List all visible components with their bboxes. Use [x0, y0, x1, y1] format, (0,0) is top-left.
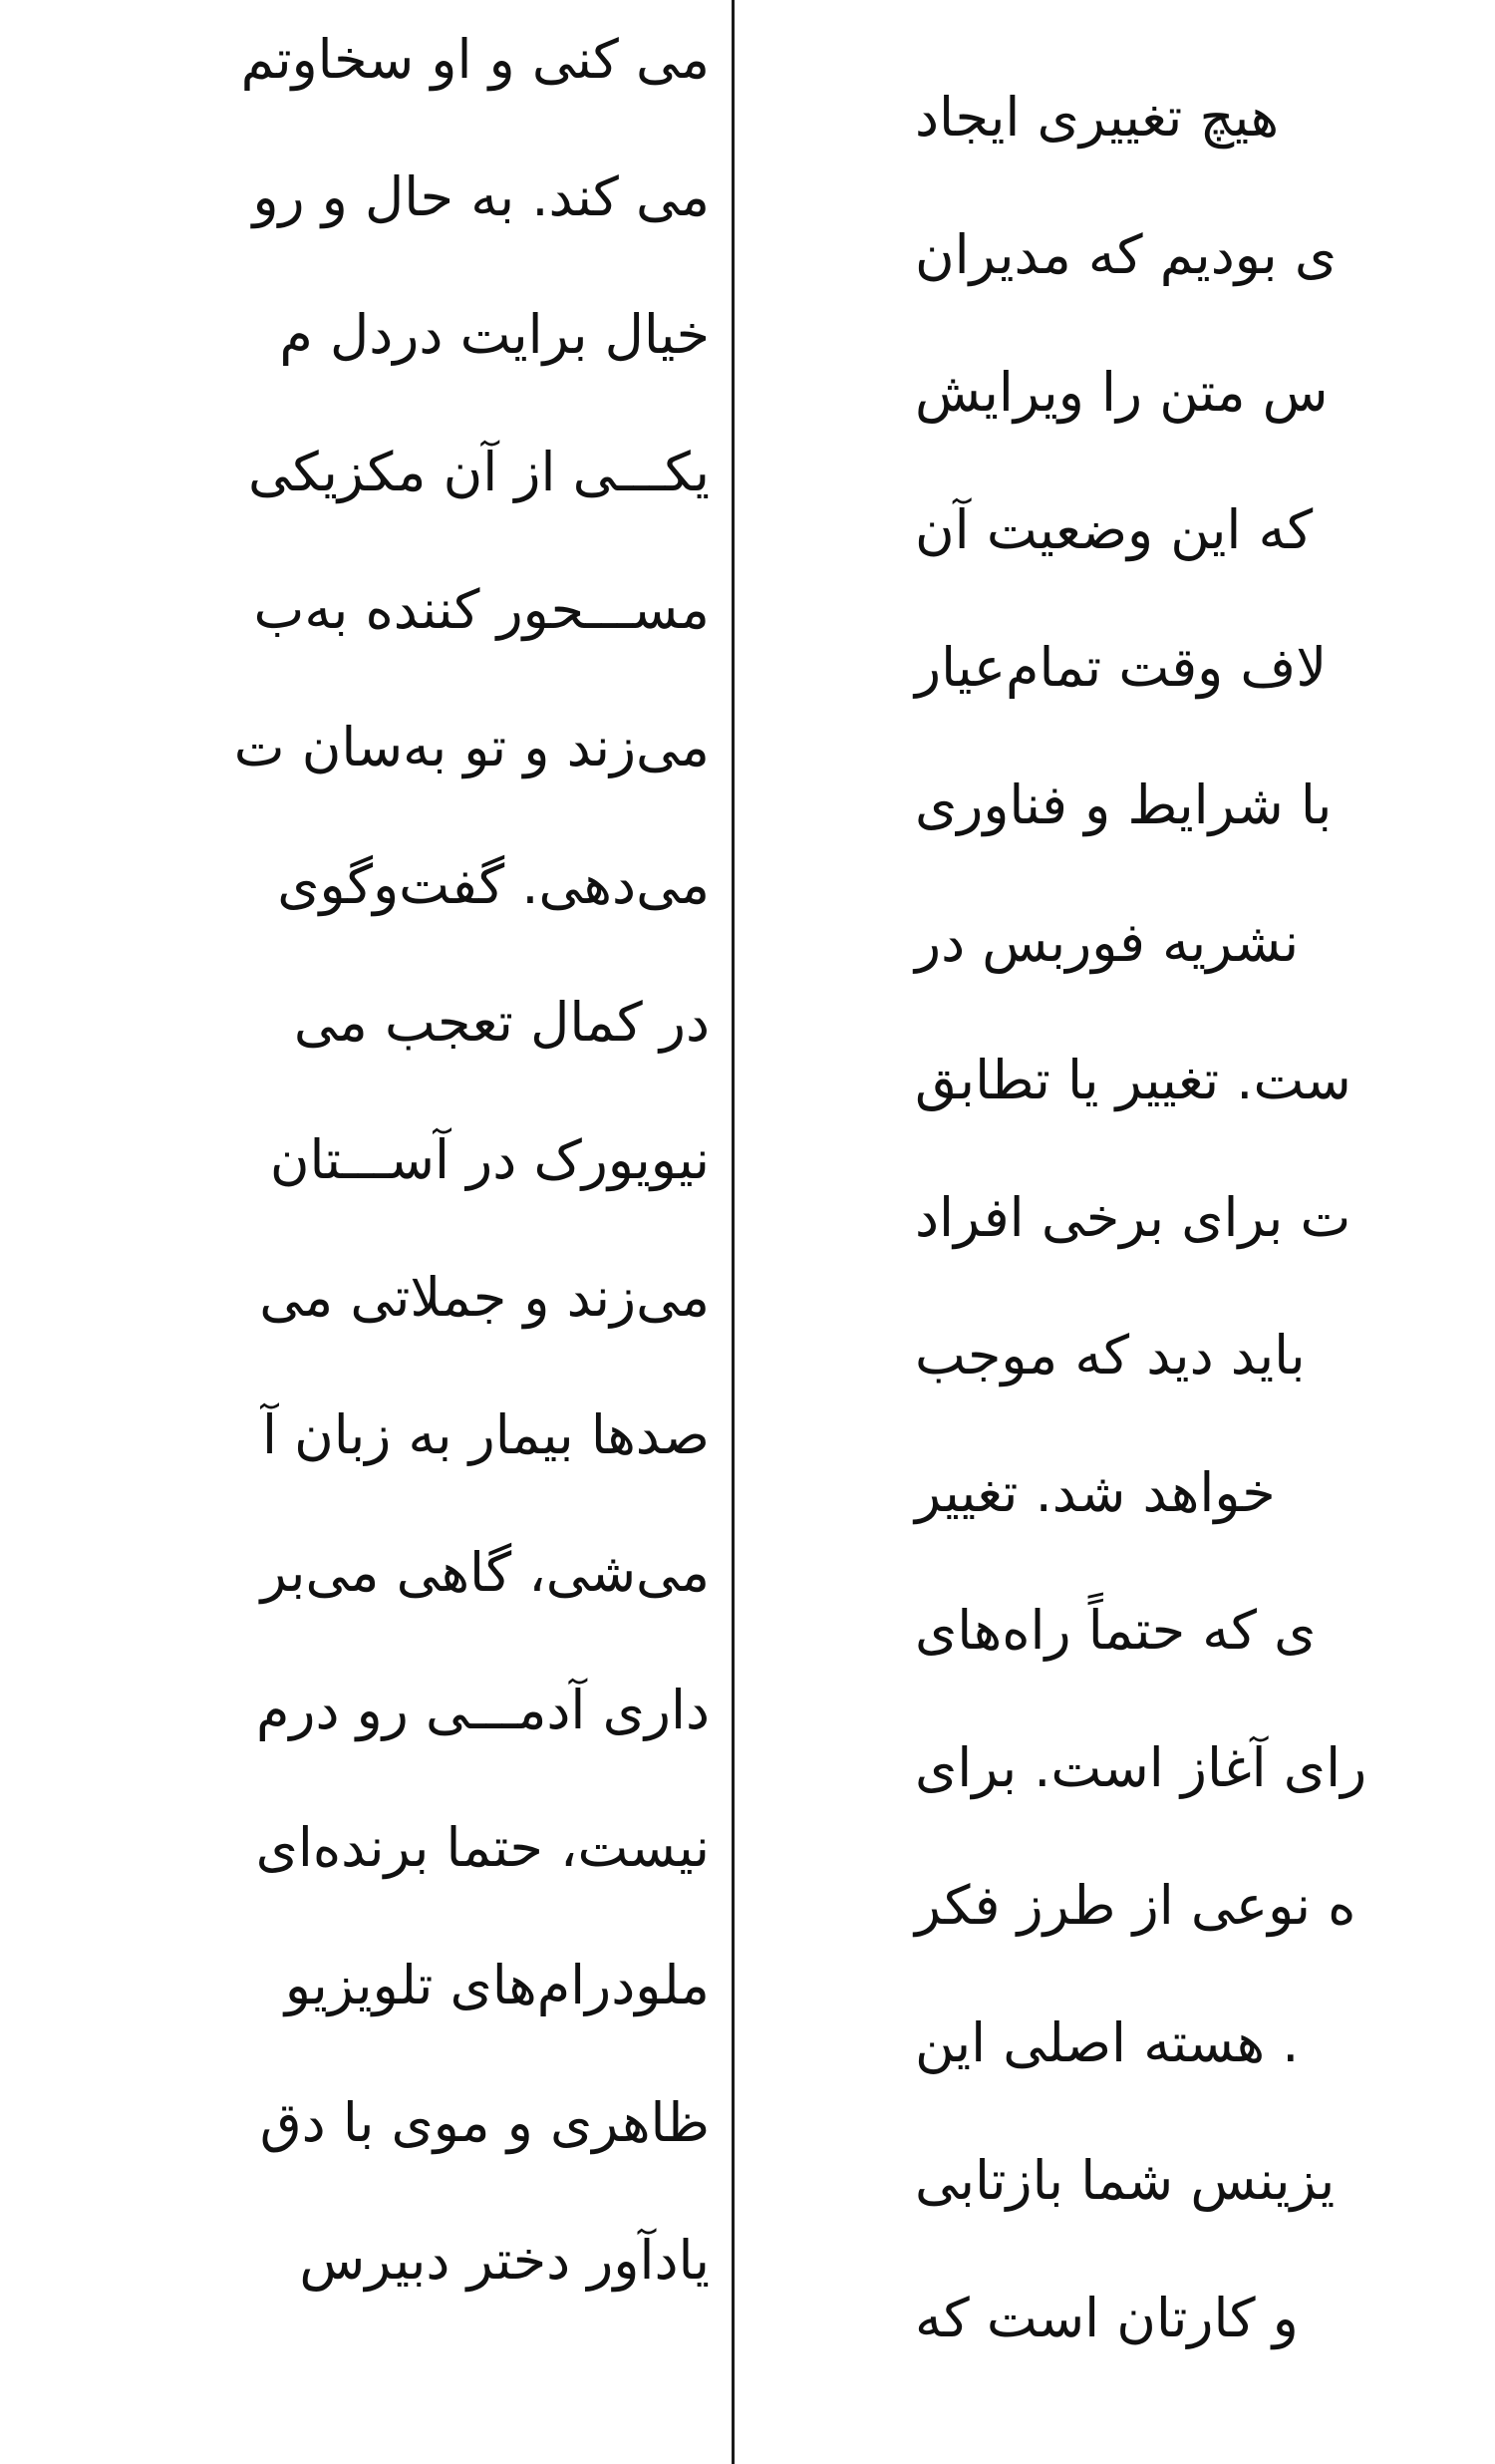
left-line: می‌شی، گاهی می‌بر: [260, 1541, 710, 1604]
left-line: ظاهری و موی با دق: [259, 2091, 710, 2154]
right-line: ی که حتماً راه‌های: [915, 1599, 1317, 1662]
left-line: می کنی و او سخاوتم: [240, 28, 710, 91]
right-line: ی بودیم که مدیران: [915, 223, 1338, 286]
left-line: خیال برایت دردل م: [279, 303, 710, 366]
column-divider: [732, 0, 735, 2464]
right-line: ه نوعی از طرز فکر: [915, 1874, 1356, 1937]
right-line: لاف وقت تمام‌عیار: [915, 636, 1328, 699]
right-line: . هسته اصلی این: [915, 2011, 1300, 2074]
left-line: صدها بیمار به زبان آ: [261, 1403, 710, 1466]
left-line: داری آدمـــی رو درم: [255, 1679, 710, 1741]
left-line: در کمال تعجب می: [293, 991, 710, 1054]
right-line: ت برای برخی افراد: [915, 1186, 1351, 1249]
left-line: نیست، حتما برنده‌ای: [255, 1816, 710, 1879]
left-line: می‌دهی. گفت‌وگوی: [277, 853, 710, 916]
right-line: ست. تغییر یا تطابق: [915, 1049, 1351, 1111]
left-line: یکـــی از آن مکزیکی: [248, 441, 710, 503]
left-line: مســـحور کننده به‌ب: [253, 578, 710, 641]
left-line: می کند. به حال و رو: [252, 165, 710, 228]
right-line: یزینس شما بازتابی: [915, 2149, 1336, 2212]
right-line: نشریه فوربس در: [915, 911, 1300, 974]
right-text-column: [746, 0, 1495, 2464]
left-text-column: [0, 0, 730, 2464]
right-line: هیچ تغییری ایجاد: [915, 86, 1280, 149]
right-line: خواهد شد. تغییر: [915, 1461, 1276, 1524]
left-line: می‌زند و جملاتی می: [259, 1266, 710, 1329]
right-line: رای آغاز است. برای: [915, 1736, 1367, 1799]
left-line: نیویورک در آســـتان: [269, 1128, 710, 1191]
left-line: می‌زند و تو به‌سان ت: [233, 716, 710, 778]
right-line: با شرایط و فناوری: [915, 773, 1333, 836]
right-line: باید دید که موجب: [915, 1324, 1306, 1386]
right-line: که این وضعیت آن: [915, 498, 1314, 561]
left-line: ملودرام‌های تلویزیو: [284, 1954, 710, 2016]
right-line: س متن را ویرایش: [915, 361, 1329, 424]
right-line: و کارتان است که: [915, 2287, 1299, 2349]
left-line: یادآور دختر دبیرس: [299, 2229, 710, 2292]
